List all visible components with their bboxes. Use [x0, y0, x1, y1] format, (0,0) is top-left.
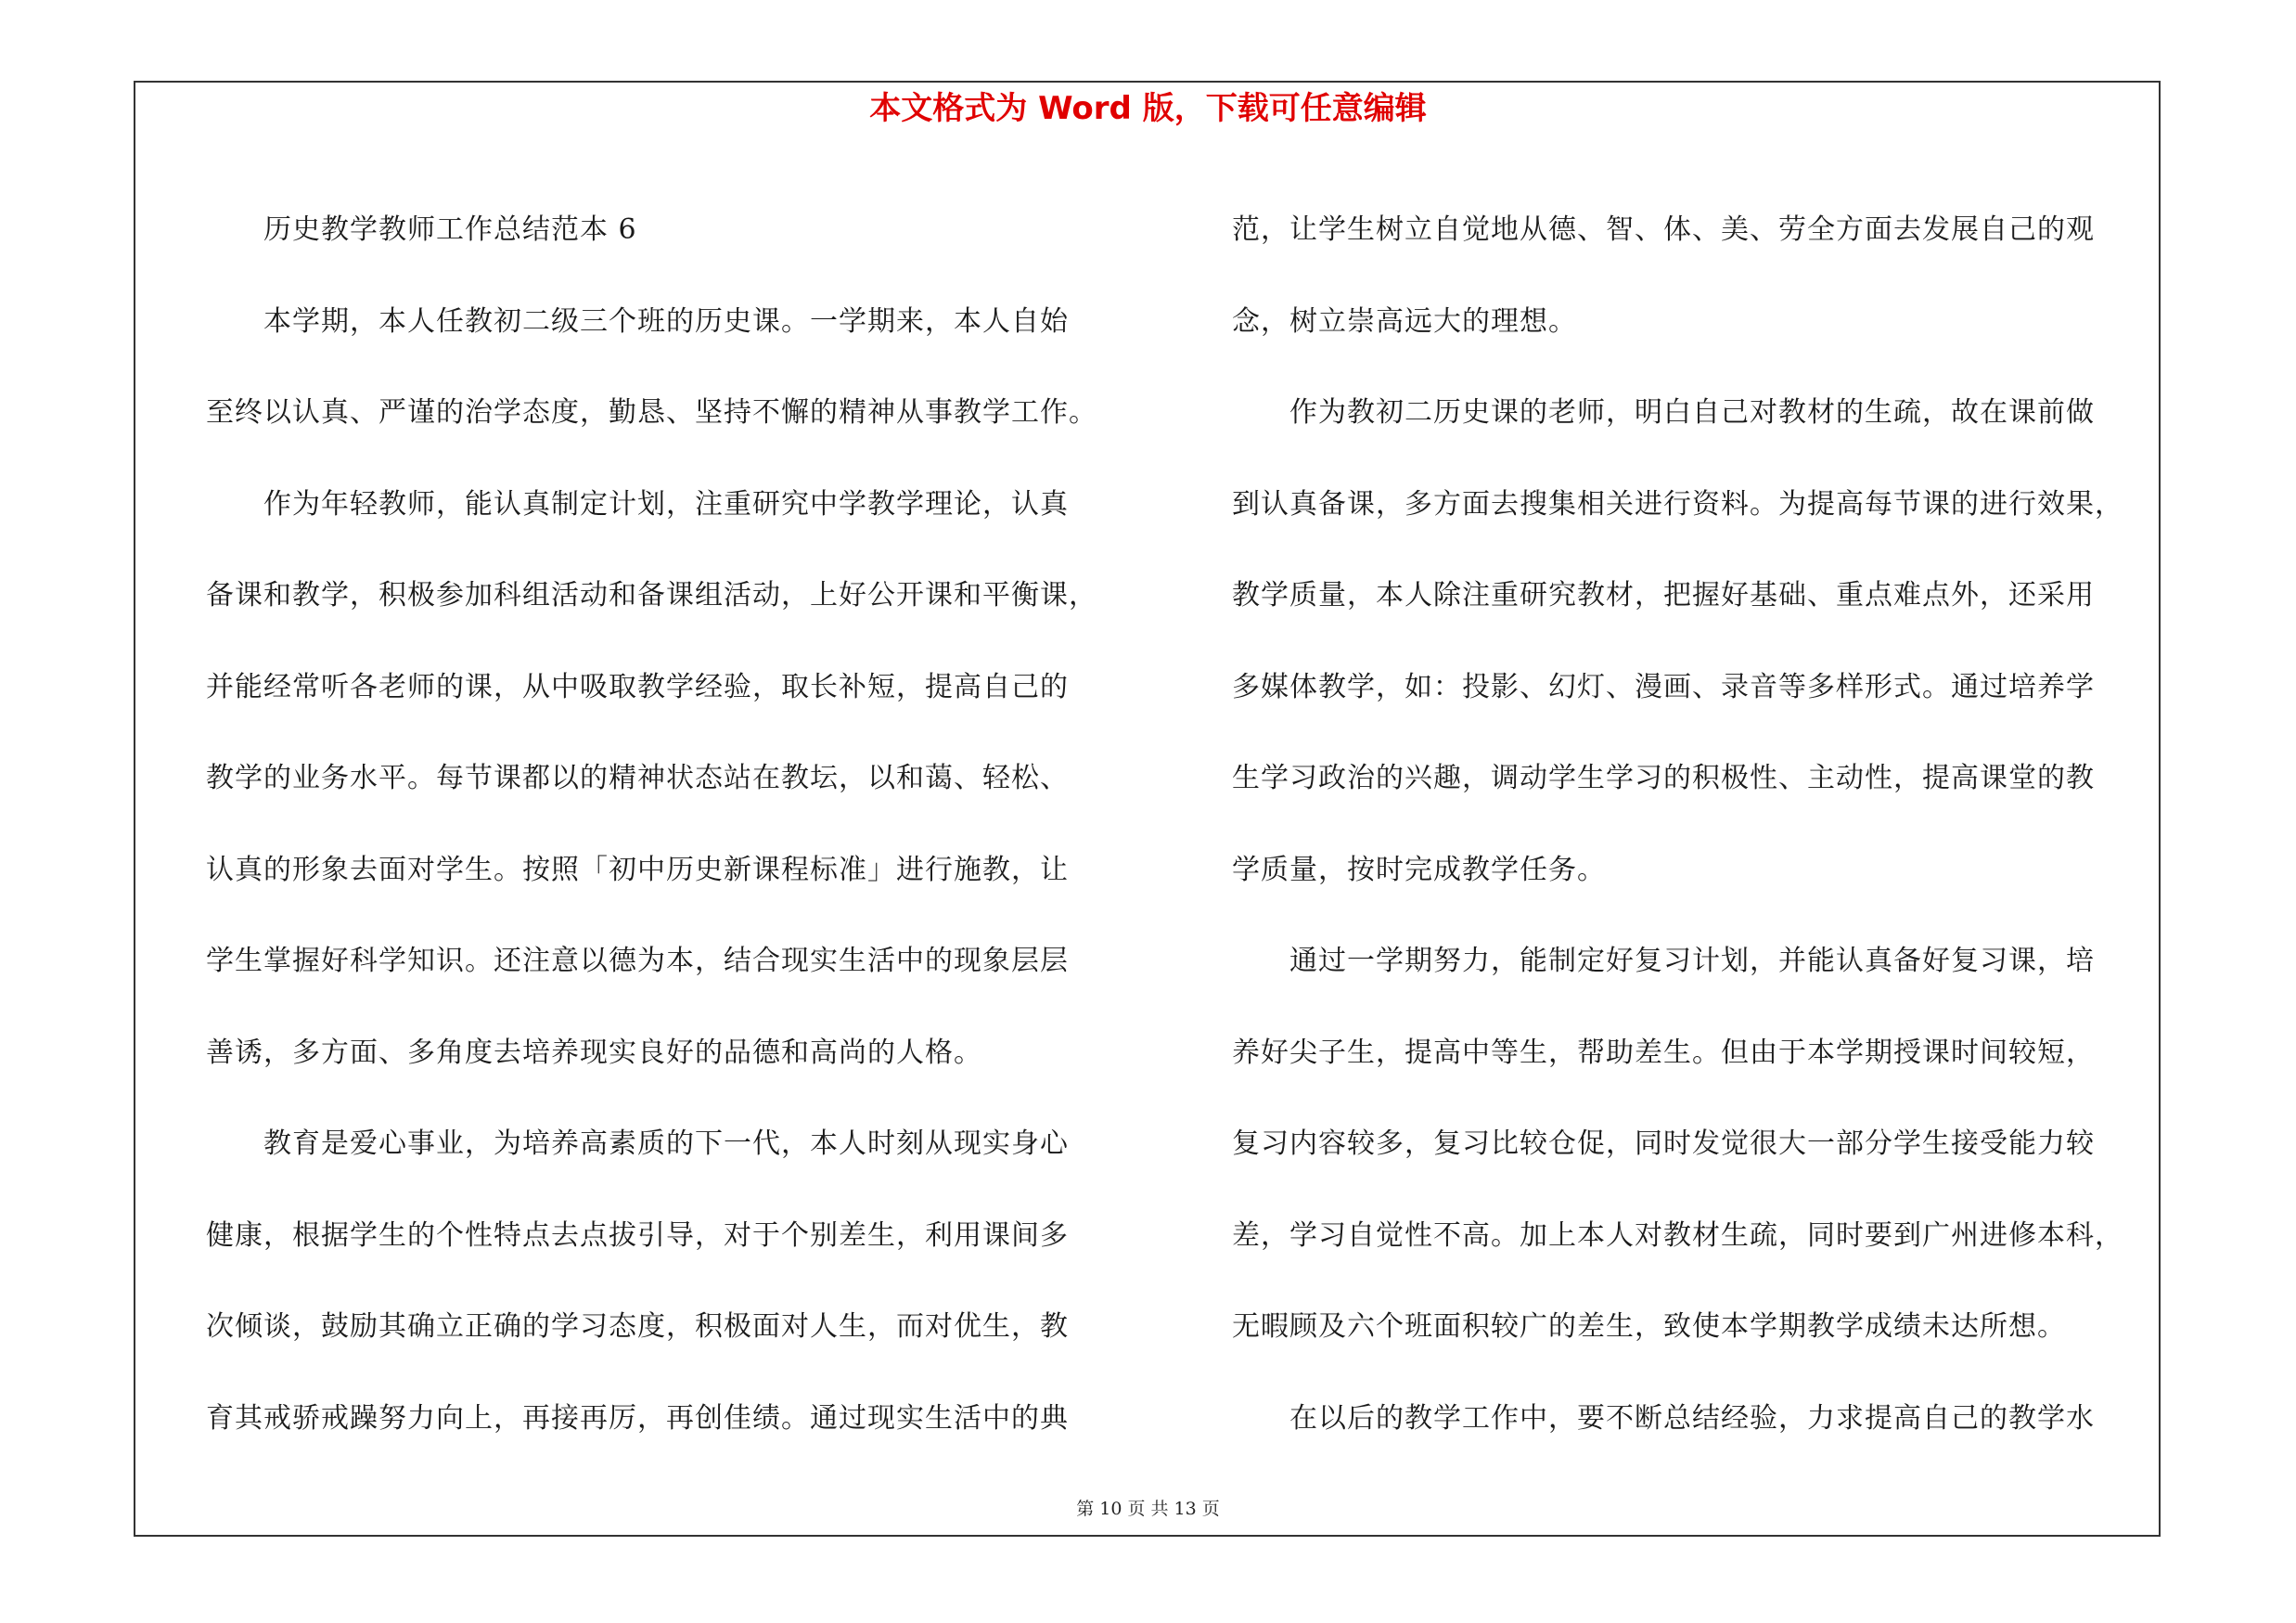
text-line: 学质量，按时完成教学任务。	[1232, 853, 1606, 886]
text-line: 无暇顾及六个班面积较广的差生，致使本学期教学成绩未达所想。	[1232, 1310, 2066, 1343]
text-line: 教育是爱心事业，为培养高素质的下一代，本人时刻从现实身心	[206, 1127, 1069, 1160]
format-notice-banner: 本文格式为 Word 版，下载可任意编辑	[869, 90, 1427, 127]
text-line: 至终以认真、严谨的治学态度，勤恳、坚持不懈的精神从事教学工作。	[206, 396, 1097, 429]
text-line: 通过一学期努力，能制定好复习计划，并能认真备好复习课，培	[1232, 945, 2095, 977]
text-line: 生学习政治的兴趣，调动学生学习的积极性、主动性，提高课堂的教	[1232, 762, 2095, 794]
right-text-column	[1232, 185, 2160, 1464]
text-line: 健康，根据学生的个性特点去点拔引导，对于个别差生，利用课间多	[206, 1218, 1069, 1252]
text-line: 学生掌握好科学知识。还注意以德为本，结合现实生活中的现象层层	[206, 945, 1069, 977]
text-line: 念，树立崇高远大的理想。	[1232, 304, 1577, 338]
left-text-column	[206, 185, 1134, 1464]
text-line: 善诱，多方面、多角度去培养现实良好的品德和高尚的人格。	[206, 1036, 982, 1069]
text-line: 差，学习自觉性不高。加上本人对教材生疏，同时要到广州进修本科，	[1232, 1218, 2123, 1252]
text-line: 教学的业务水平。每节课都以的精神状态站在教坛，以和蔼、轻松、	[206, 762, 1069, 794]
text-line: 教学质量，本人除注重研究教材，把握好基础、重点难点外，还采用	[1232, 579, 2095, 612]
text-line: 次倾谈，鼓励其确立正确的学习态度，积极面对人生，而对优生，教	[206, 1310, 1069, 1343]
text-line: 并能经常听各老师的课，从中吸取教学经验，取长补短，提高自己的	[206, 670, 1069, 703]
page-number-footer: 第 10 页 共 13 页	[1076, 1499, 1220, 1519]
text-line: 在以后的教学工作中，要不断总结经验，力求提高自己的教学水	[1232, 1401, 2095, 1435]
text-line: 范，让学生树立自觉地从德、智、体、美、劳全方面去发展自己的观	[1232, 213, 2095, 246]
text-line: 到认真备课，多方面去搜集相关进行资料。为提高每节课的进行效果，	[1232, 487, 2123, 521]
text-line: 复习内容较多，复习比较仓促，同时发觉很大一部分学生接受能力较	[1232, 1127, 2095, 1160]
text-line: 认真的形象去面对学生。按照「初中历史新课程标准」进行施教，让	[206, 853, 1069, 886]
text-line: 备课和教学，积极参加科组活动和备课组活动，上好公开课和平衡课，	[206, 579, 1097, 612]
text-line: 作为年轻教师，能认真制定计划，注重研究中学教学理论，认真	[206, 487, 1069, 521]
text-line: 本学期，本人任教初二级三个班的历史课。一学期来，本人自始	[206, 304, 1069, 338]
text-line: 多媒体教学，如：投影、幻灯、漫画、录音等多样形式。通过培养学	[1232, 670, 2095, 703]
text-line: 作为教初二历史课的老师，明白自己对教材的生疏，故在课前做	[1232, 396, 2095, 429]
text-line: 育其戒骄戒躁努力向上，再接再厉，再创佳绩。通过现实生活中的典	[206, 1401, 1069, 1435]
text-line: 养好尖子生，提高中等生，帮助差生。但由于本学期授课时间较短，	[1232, 1036, 2095, 1069]
text-line: 历史教学教师工作总结范本 6	[206, 213, 637, 246]
